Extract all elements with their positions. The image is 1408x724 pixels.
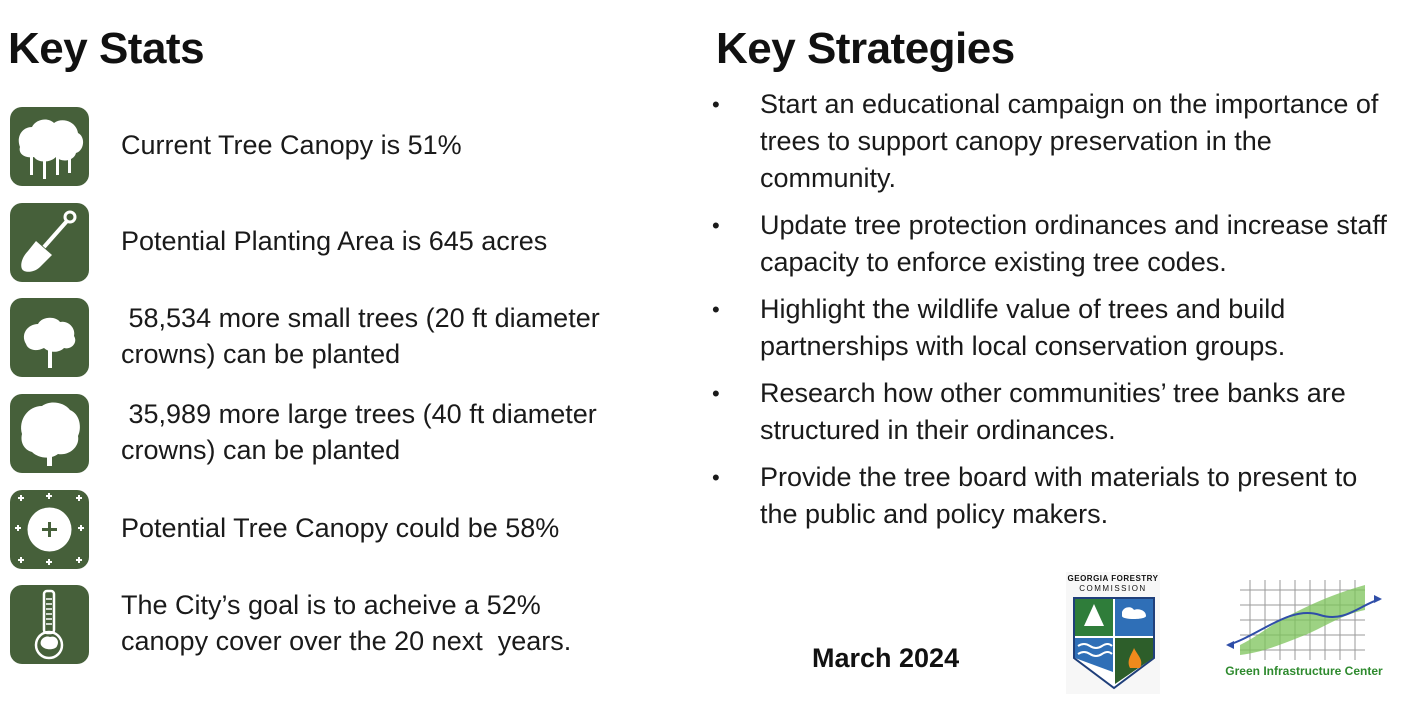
shovel-icon xyxy=(10,203,89,282)
logo-right-label: Green Infrastructure Center xyxy=(1225,664,1383,678)
bullet-icon: • xyxy=(712,297,720,322)
logo-left-subtitle: COMMISSION xyxy=(1079,584,1147,593)
stat-text: Potential Tree Canopy could be 58% xyxy=(121,513,560,543)
stat-text: 58,534 more small trees (20 ft diameter crowns) can be planted xyxy=(121,303,600,369)
strategy-text: Update tree protection ordinances and increase staff capacity to enforce existing tree codes. xyxy=(760,210,1387,277)
logo-left-title: GEORGIA FORESTRY xyxy=(1067,574,1159,583)
bullet-icon: • xyxy=(712,381,720,406)
strategy-text: Highlight the wildlife value of trees and build partnerships with local conservation groups. xyxy=(760,294,1286,361)
strategy-text: Provide the tree board with materials to present to the public and policy makers. xyxy=(760,462,1358,529)
key-strategies-heading: Key Strategies xyxy=(716,24,1015,73)
stat-text: Current Tree Canopy is 51% xyxy=(121,130,462,160)
stat-text: The City’s goal is to acheive a 52% canopy cover over the 20 next years. xyxy=(121,590,572,656)
strategy-text: Research how other communities’ tree banks are structured in their ordinances. xyxy=(760,378,1346,445)
tree-canopy-icon xyxy=(10,107,89,186)
bullet-icon: • xyxy=(712,92,720,117)
stat-potential-canopy xyxy=(10,490,690,570)
strategy-text: Start an educational campaign on the importance of trees to support canopy preservation in the community. xyxy=(760,89,1379,193)
stat-large-trees xyxy=(10,394,690,474)
stat-city-goal xyxy=(10,585,690,665)
small-tree-icon xyxy=(10,298,89,377)
bullet-icon: • xyxy=(712,465,720,490)
bullet-icon: • xyxy=(712,213,720,238)
stat-current-canopy xyxy=(10,107,690,187)
thermometer-icon xyxy=(10,585,89,664)
stat-small-trees xyxy=(10,298,690,378)
stat-planting-area xyxy=(10,203,690,283)
report-date: March 2024 xyxy=(812,643,960,673)
key-stats-heading: Key Stats xyxy=(8,24,205,73)
tree-growth-icon xyxy=(10,490,89,569)
large-tree-icon xyxy=(10,394,89,473)
stat-text: Potential Planting Area is 645 acres xyxy=(121,226,548,256)
stat-text: 35,989 more large trees (40 ft diameter crowns) can be planted xyxy=(121,399,597,465)
